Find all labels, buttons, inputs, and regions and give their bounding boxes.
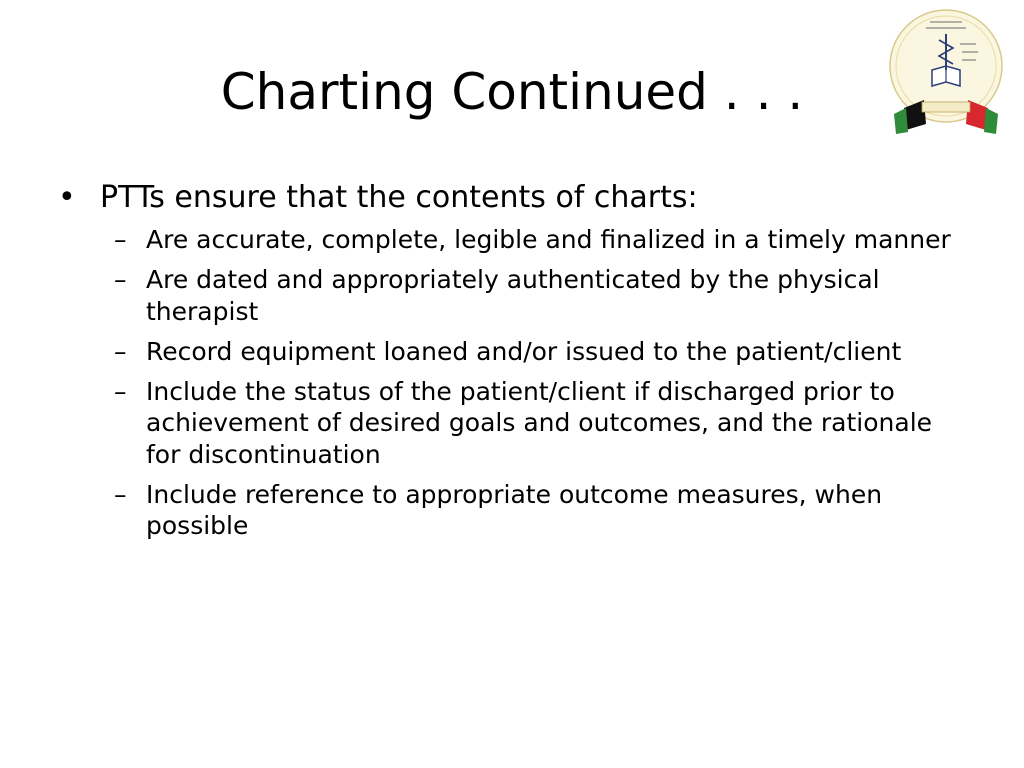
sub-bullet-item <box>114 224 958 255</box>
sub-bullet-text: Include the status of the patient/client if discharged prior to achievement of desired goals and outcomes, and the rationale for discontinuation <box>146 377 933 469</box>
sub-bullet-item <box>114 376 958 470</box>
dash-marker: – <box>114 225 127 254</box>
bullet-text: PTTs ensure that the contents of charts: <box>100 180 698 215</box>
institution-seal-logo <box>886 8 1006 134</box>
sub-bullet-list <box>114 224 958 541</box>
slide-title: Charting Continued . . . <box>220 63 804 121</box>
dash-marker: – <box>114 336 127 366</box>
dash-marker: – <box>114 265 127 295</box>
sub-bullet-item <box>114 336 958 367</box>
bullet-marker: • <box>58 180 76 215</box>
sub-bullet-text: Are dated and appropriately authenticated by the physical therapist <box>146 265 880 326</box>
sub-bullet-text: Record equipment loaned and/or issued to the patient/client <box>146 336 902 366</box>
dash-marker: – <box>114 479 127 509</box>
slide-body <box>58 180 958 550</box>
sub-bullet-text: Include reference to appropriate outcome measures, when possible <box>146 479 883 540</box>
bullet-item <box>58 180 958 216</box>
sub-bullet-text: Are accurate, complete, legible and finalized in a timely manner <box>146 225 951 254</box>
sub-bullet-item <box>114 264 958 327</box>
dash-marker: – <box>114 377 127 406</box>
sub-bullet-item <box>114 479 958 542</box>
